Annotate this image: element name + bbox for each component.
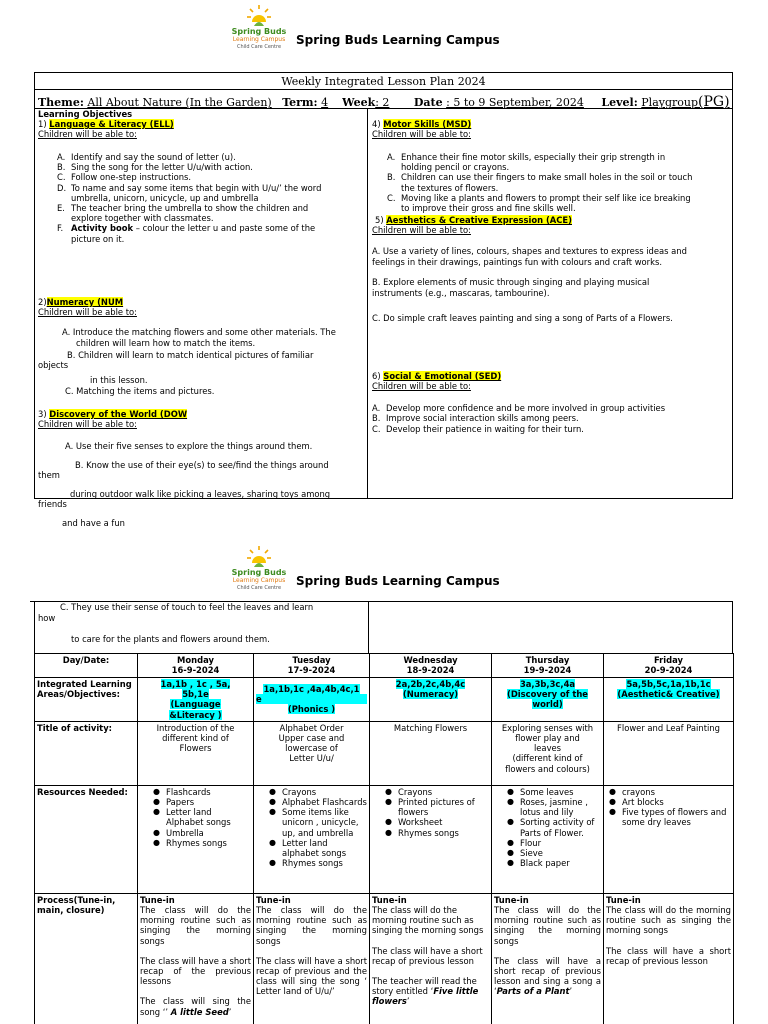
sed-heading bbox=[372, 371, 501, 381]
school-name: Spring Buds Learning Campus bbox=[296, 33, 500, 47]
logo-subtext: Learning Campus bbox=[232, 577, 286, 584]
text-line: B. Explore elements of music through singing and playing musical bbox=[372, 277, 650, 287]
ace-able: Children will be able to: bbox=[372, 225, 471, 235]
areas-cell: 3a,3b,3c,4a (Discovery of the world) bbox=[492, 678, 604, 722]
dow-title: Discovery of the World (DOW bbox=[49, 409, 188, 419]
continuation-box bbox=[34, 601, 733, 654]
text-line: instruments (e.g., mascaras, tambourine). bbox=[372, 288, 550, 298]
resources-cell bbox=[138, 785, 254, 893]
sed-number: 6) bbox=[372, 371, 381, 381]
resource-item: ● Flashcards bbox=[150, 787, 251, 797]
table-row bbox=[35, 721, 734, 785]
text-line: objects bbox=[38, 360, 69, 370]
process-cell: Tune-in The class will do the morning routine such as singing the morning songs The class will have a short recap of previous lesson bbox=[604, 893, 734, 1024]
title-cell: Matching Flowers bbox=[370, 721, 492, 785]
msd-number: 4) bbox=[372, 119, 381, 129]
process-cell: Tune-in The class will do the morning routine such as singing the morning songs The class will have a short recap of previous lesson and sing a song a ‘Parts of a Plant’ bbox=[492, 893, 604, 1024]
school-logo bbox=[228, 545, 290, 597]
text-line: B. Know the use of their eye(s) to see/find the things around bbox=[75, 460, 329, 470]
text-line: in this lesson. bbox=[90, 375, 148, 385]
dow-heading bbox=[38, 409, 187, 419]
num-number: 2) bbox=[38, 297, 47, 307]
day-cell: Tuesday 17-9-2024 bbox=[254, 654, 370, 678]
day-cell: Monday 16-9-2024 bbox=[138, 654, 254, 678]
process-step: The class will sing the song ‘’ A little Seed’ bbox=[140, 996, 251, 1017]
areas-label: Integrated Learning Areas/Objectives: bbox=[35, 678, 138, 722]
process-step: The class will do the morning routine such as singing the morning songs bbox=[494, 905, 601, 946]
sed-title: Social & Emotional (SED) bbox=[383, 371, 502, 381]
process-cell: Tune-in The class will do the morning routine such as singing the morning songs The class will have a short recap of the previous lessons The class will sing the song ‘’ A little Seed’ bbox=[138, 893, 254, 1024]
day-cell: Friday 20-9-2024 bbox=[604, 654, 734, 678]
num-able: Children will be able to: bbox=[38, 307, 137, 317]
msd-title: Motor Skills (MSD) bbox=[383, 119, 472, 129]
text-line: C. Matching the items and pictures. bbox=[65, 386, 215, 396]
theme-label: Theme: bbox=[38, 96, 84, 109]
objectives-right-column: 4) Motor Skills (MSD) Children will be able to: A. Enhance their fine motor skills, especially their grip strength in holding pencil or crayons. B. Children can use their fingers to make small holes in the soil or touch the textures of flowers. C. Moving like a plants and flowers to prompt their self like ice breaking to improve their gross and fine skills well. 5) Aesthetics & Creative Expression (ACE) Children will be able to: A. Use a variety of lines, colours, shapes and textures to express ideas and feelings in their drawings, paintings fun with colours and craft works. B. Explore elements of music through singing and playing musical instruments (e.g., mascaras, tambourine). C. Do simple craft leaves painting and sing a song of Parts of a Flowers. 6) Social & Emotional (SED) Children will be able to: A. Develop more confidence and be more involved in group activities B. Improve social interaction skills among peers. C. Develop their patience in waiting for their turn. bbox=[372, 119, 693, 434]
lesson-plan-box bbox=[34, 72, 733, 528]
areas-cell: 1a,1b , 1c , 5a, 5b,1e (Language &Literacy ) bbox=[138, 678, 254, 722]
resource-item: ● Papers bbox=[150, 797, 251, 807]
title-label: Title of activity: bbox=[35, 721, 138, 785]
ell-title: Language & Literacy (ELL) bbox=[49, 119, 174, 129]
resource-item: ● Printed pictures of flowers bbox=[382, 797, 489, 817]
ell-able: Children will be able to: bbox=[38, 129, 137, 139]
dow-number: 3) bbox=[38, 409, 47, 419]
resource-item: ● Sieve bbox=[504, 848, 601, 858]
resource-item: ● Roses, jasmine , lotus and lily bbox=[504, 797, 601, 817]
title-cell: Flower and Leaf Painting bbox=[604, 721, 734, 785]
dow-able: Children will be able to: bbox=[38, 419, 137, 429]
process-step: The class will do the morning routine such as singing the morning songs bbox=[372, 905, 484, 936]
process-step: The class will have a short recap of previous lesson bbox=[372, 945, 483, 966]
resource-item: ● Five types of flowers and some dry leaves bbox=[606, 807, 731, 827]
resource-item: ● Alphabet Flashcards bbox=[266, 797, 367, 807]
level-label: Level: bbox=[601, 96, 638, 109]
theme-value: All About Nature (In the Garden) bbox=[87, 96, 272, 109]
page2-header bbox=[0, 541, 768, 601]
sed-able: Children will be able to: bbox=[372, 381, 471, 391]
logo-text: Spring Buds bbox=[231, 568, 287, 577]
msd-heading bbox=[372, 119, 471, 129]
logo-subtext: Learning Campus bbox=[232, 36, 286, 43]
resource-item: ● Art blocks bbox=[606, 797, 731, 807]
cont-line-2: how bbox=[38, 613, 56, 623]
text-line: feelings in their drawings, paintings fun with colours and craft works. bbox=[372, 257, 663, 267]
process-cell: Tune-in The class will do the morning routine such as singing the morning songs The class will have a short recap of previous and the class will sing the song ‘ Letter land of U/u/’ bbox=[254, 893, 370, 1024]
date-value: : 5 to 9 September, 2024 bbox=[446, 96, 584, 109]
text-line: during outdoor walk like picking a leaves, sharing toys among bbox=[70, 489, 331, 499]
num-heading bbox=[38, 297, 123, 307]
week-value: : 2 bbox=[375, 96, 390, 109]
term-value: 4 bbox=[321, 96, 329, 109]
resources-cell bbox=[370, 785, 492, 893]
resource-item: ● Black paper bbox=[504, 858, 601, 868]
title-cell: Alphabet Order Upper case and lowercase of Letter U/u/ bbox=[254, 721, 370, 785]
resource-item: ● Some leaves bbox=[504, 787, 601, 797]
plan-title: Weekly Integrated Lesson Plan 2024 bbox=[281, 75, 486, 88]
title-cell: Exploring senses with flower play and leaves (different kind of flowers and colours) bbox=[492, 721, 604, 785]
process-step: The class will have a short recap of previous and the class will sing the song ‘ Letter land of U/u/’ bbox=[256, 955, 367, 997]
plan-info-row bbox=[35, 89, 732, 109]
resource-item: ● Letter land Alphabet songs bbox=[150, 807, 251, 827]
school-name: Spring Buds Learning Campus bbox=[296, 574, 500, 588]
process-cell: Tune-in The class will do the morning routine such as singing the morning songs The class will have a short recap of previous lesson The teacher will read the story entitled ‘Five little flowers’ bbox=[370, 893, 492, 1024]
process-step: The class will do the morning routine such as singing the morning songs bbox=[606, 905, 731, 936]
week-label: Week bbox=[342, 96, 376, 109]
resource-item: ● Rhymes songs bbox=[150, 838, 251, 848]
table-row bbox=[35, 678, 734, 722]
ell-heading bbox=[38, 119, 174, 129]
day-cell: Thursday 19-9-2024 bbox=[492, 654, 604, 678]
ace-title: Aesthetics & Creative Expression (ACE) bbox=[386, 215, 572, 225]
level-value: Playgroup bbox=[641, 96, 699, 109]
text-line: B. Children will learn to match identical pictures of familiar bbox=[67, 350, 314, 360]
logo-text: Spring Buds bbox=[231, 27, 287, 36]
resources-cell bbox=[254, 785, 370, 893]
resource-item: ● Umbrella bbox=[150, 828, 251, 838]
areas-cell: 5a,5b,5c,1a,1b,1c (Aesthetic& Creative) bbox=[604, 678, 734, 722]
objectives-left-column: Learning Objectives 1) Language & Literacy (ELL) Children will be able to: A. Identify and say the sound of letter (u). B. Sing the song for the letter U/u/with action. C. Follow one-step instructions. D. To name and say some items that begin with U/u/’ the word umbrella, unicorn, unicycle, up and umbrella E. The teacher bring the umbrella to show the children and explore together with classmates. F. Activity book – colour the letter u and paste some of the picture on it. 2)Numeracy (NUM Children will be able to: A. Introduce the matching flowers and some other materials. The children will learn how to match the items. B. Children will learn to match identical pictures of familiar objects in this lesson. C. Matching the items and pictures. 3) Discovery of the World (DOW Children will be able to: A. Use their five senses to explore the things around them. B. Know the use of their eye(s) to see/find the things around them during outdoor walk like picking a leaves, sharing toys among friends and have a fun bbox=[35, 109, 368, 498]
resource-item: ● crayons bbox=[606, 787, 731, 797]
resource-item: ● Sorting activity of Parts of Flower. bbox=[504, 817, 601, 837]
school-logo bbox=[228, 4, 290, 56]
process-label: Process(Tune-in, main, closure) bbox=[35, 893, 138, 1024]
resource-item: ● Crayons bbox=[382, 787, 489, 797]
sun-icon bbox=[246, 545, 272, 569]
text-line: friends bbox=[38, 499, 67, 509]
logo-caption: Child Care Centre bbox=[236, 585, 282, 591]
process-step: The teacher will read the story entitled ‘Five little flowers’ bbox=[372, 976, 479, 1007]
text-line: A. Use their five senses to explore the things around them. bbox=[65, 441, 313, 451]
title-cell: Introduction of the different kind of Flowers bbox=[138, 721, 254, 785]
table-row bbox=[35, 654, 734, 678]
resource-item: ● Rhymes songs bbox=[382, 828, 489, 838]
text-line: them bbox=[38, 470, 60, 480]
table-row bbox=[35, 785, 734, 893]
resource-item: ● Flour bbox=[504, 838, 601, 848]
resource-item: ● Some items like unicorn , unicycle, up, and umbrella bbox=[266, 807, 367, 838]
resource-item: ● Crayons bbox=[266, 787, 367, 797]
resources-cell bbox=[492, 785, 604, 893]
process-step: The class will do the morning routine such as singing the morning songs bbox=[140, 905, 251, 946]
areas-cell: 2a,2b,2c,4b,4c (Numeracy) bbox=[370, 678, 492, 722]
process-step: The class will have a short recap of the previous lessons bbox=[140, 955, 251, 987]
logo-caption: Child Care Centre bbox=[236, 44, 282, 50]
date-label: Date bbox=[413, 96, 443, 109]
ace-number: 5) bbox=[375, 215, 384, 225]
resources-cell bbox=[604, 785, 734, 893]
ell-number: 1) bbox=[38, 119, 47, 129]
sun-icon bbox=[246, 4, 272, 28]
process-step: The class will do the morning routine such as singing the morning songs bbox=[256, 905, 367, 946]
resources-label: Resources Needed: bbox=[35, 785, 138, 893]
level-suffix: (PG) bbox=[698, 94, 730, 110]
text-line: children will learn how to match the items. bbox=[76, 338, 256, 348]
ace-heading bbox=[375, 215, 572, 225]
text-line: A. Use a variety of lines, colours, shapes and textures to express ideas and bbox=[372, 246, 687, 256]
table-row bbox=[35, 893, 734, 1024]
day-header: Day/Date: bbox=[35, 654, 138, 678]
num-title: Numeracy (NUM bbox=[46, 297, 124, 307]
text-line: A. Introduce the matching flowers and some other materials. The bbox=[62, 327, 336, 337]
day-cell: Wednesday 18-9-2024 bbox=[370, 654, 492, 678]
objectives-heading: Learning Objectives bbox=[38, 109, 133, 119]
resource-item: ● Rhymes songs bbox=[266, 858, 367, 868]
resource-item: ● Worksheet bbox=[382, 817, 489, 827]
term-label: Term: bbox=[282, 96, 318, 109]
process-step: The class will have a short recap of previous lesson and sing a song a ‘Parts of a Plant’ bbox=[494, 955, 601, 997]
resource-item: ● Letter land alphabet songs bbox=[266, 838, 367, 858]
page1-header bbox=[0, 0, 768, 60]
text-line: and have a fun bbox=[62, 518, 125, 528]
cont-line-1: C. They use their sense of touch to feel the leaves and learn bbox=[60, 602, 314, 612]
cont-line-3: to care for the plants and flowers around them. bbox=[71, 634, 270, 644]
text-line: C. Do simple craft leaves painting and sing a song of Parts of a Flowers. bbox=[372, 313, 673, 323]
weekly-schedule-table bbox=[34, 653, 734, 1024]
process-step: The class will have a short recap of previous lesson bbox=[606, 945, 731, 966]
msd-able: Children will be able to: bbox=[372, 129, 471, 139]
areas-cell: 1a,1b,1c ,4a,4b,4c,1 e (Phonics ) bbox=[254, 678, 370, 722]
